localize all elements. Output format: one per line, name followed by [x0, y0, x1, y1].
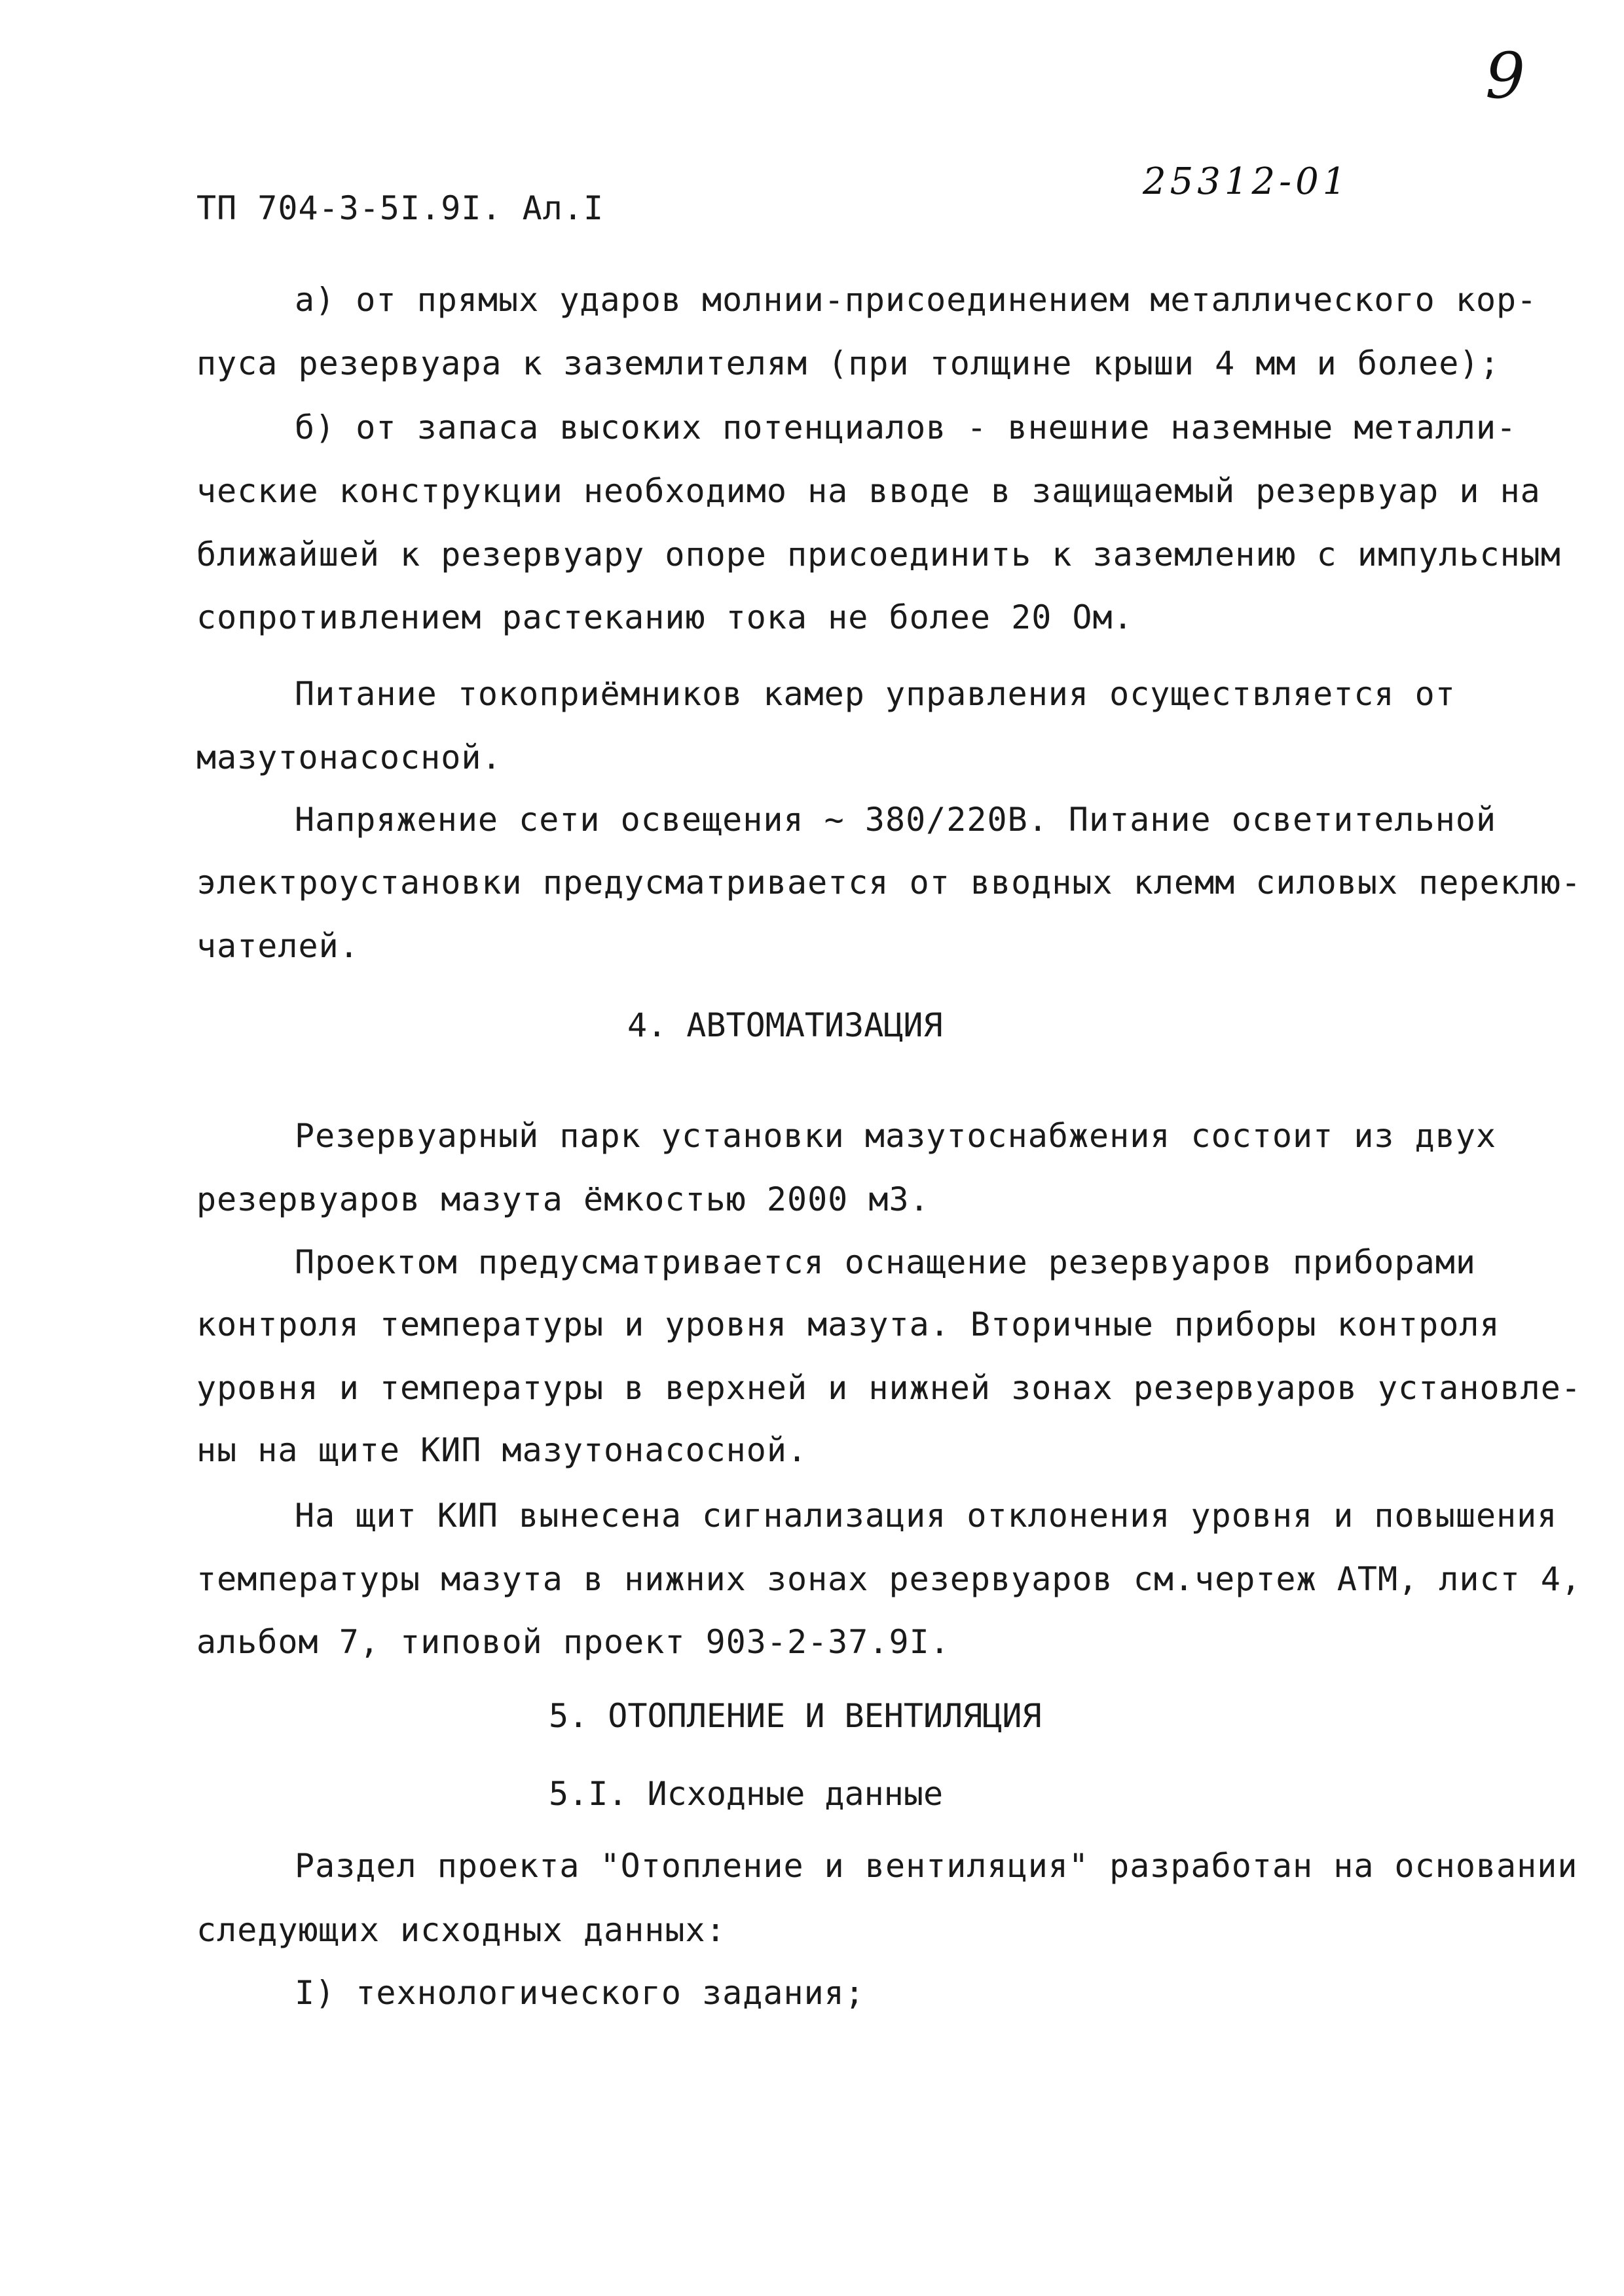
text-line: На щит КИП вынесена сигнализация отклонения уровня и повышения	[295, 1497, 1558, 1535]
subsection-heading: 5.I. Исходные данные	[549, 1775, 944, 1813]
text-line: мазутонасосной.	[196, 738, 502, 776]
text-line: чателей.	[196, 927, 360, 965]
text-line: Напряжение сети освещения ~ 380/220В. Питание осветительной	[295, 801, 1497, 839]
text-line: альбом 7, типовой проект 903-2-37.9I.	[196, 1623, 950, 1661]
text-line: I) технологического задания;	[295, 1974, 865, 2012]
text-line: температуры мазута в нижних зонах резервуаров см.чертеж АТМ, лист 4,	[196, 1560, 1581, 1598]
text-line: уровня и температуры в верхней и нижней зонах резервуаров установле-	[196, 1369, 1581, 1407]
text-line: Резервуарный парк установки мазутоснабжения состоит из двух	[295, 1117, 1497, 1155]
text-line: Питание токоприёмников камер управления осуществляется от	[295, 675, 1456, 713]
text-line: пуса резервуара к заземлителям (при толщине крыши 4 мм и более);	[196, 344, 1500, 382]
inventory-number: 25312-01	[1143, 160, 1350, 203]
text-line: ближайшей к резервуару опоре присоединить к заземлению с импульсным	[196, 536, 1561, 574]
text-line: следующих исходных данных:	[196, 1911, 726, 1949]
section-heading: 5. ОТОПЛЕНИЕ И ВЕНТИЛЯЦИЯ	[549, 1697, 1042, 1735]
text-line: электроустановки предусматривается от вводных клемм силовых переклю-	[196, 864, 1581, 902]
section-heading: 4. АВТОМАТИЗАЦИЯ	[627, 1006, 943, 1044]
page-number: 9	[1485, 39, 1526, 113]
text-line: ны на щите КИП мазутонасосной.	[196, 1431, 808, 1469]
text-line: резервуаров мазута ёмкостью 2000 м3.	[196, 1180, 930, 1218]
text-line: ческие конструкции необходимо на вводе в защищаемый резервуар и на	[196, 472, 1541, 510]
text-line: Проектом предусматривается оснащение резервуаров приборами	[295, 1243, 1476, 1281]
text-line: б) от запаса высоких потенциалов - внешние наземные металли-	[295, 409, 1517, 446]
document-code: ТП 704-3-5I.9I. Ал.I	[196, 189, 604, 227]
text-line: а) от прямых ударов молнии-присоединением металлического кор-	[295, 281, 1538, 319]
text-line: сопротивлением растеканию тока не более 20 Ом.	[196, 598, 1134, 636]
text-line: контроля температуры и уровня мазута. Вторичные приборы контроля	[196, 1305, 1500, 1343]
text-line: Раздел проекта "Отопление и вентиляция" разработан на основании	[295, 1847, 1578, 1885]
